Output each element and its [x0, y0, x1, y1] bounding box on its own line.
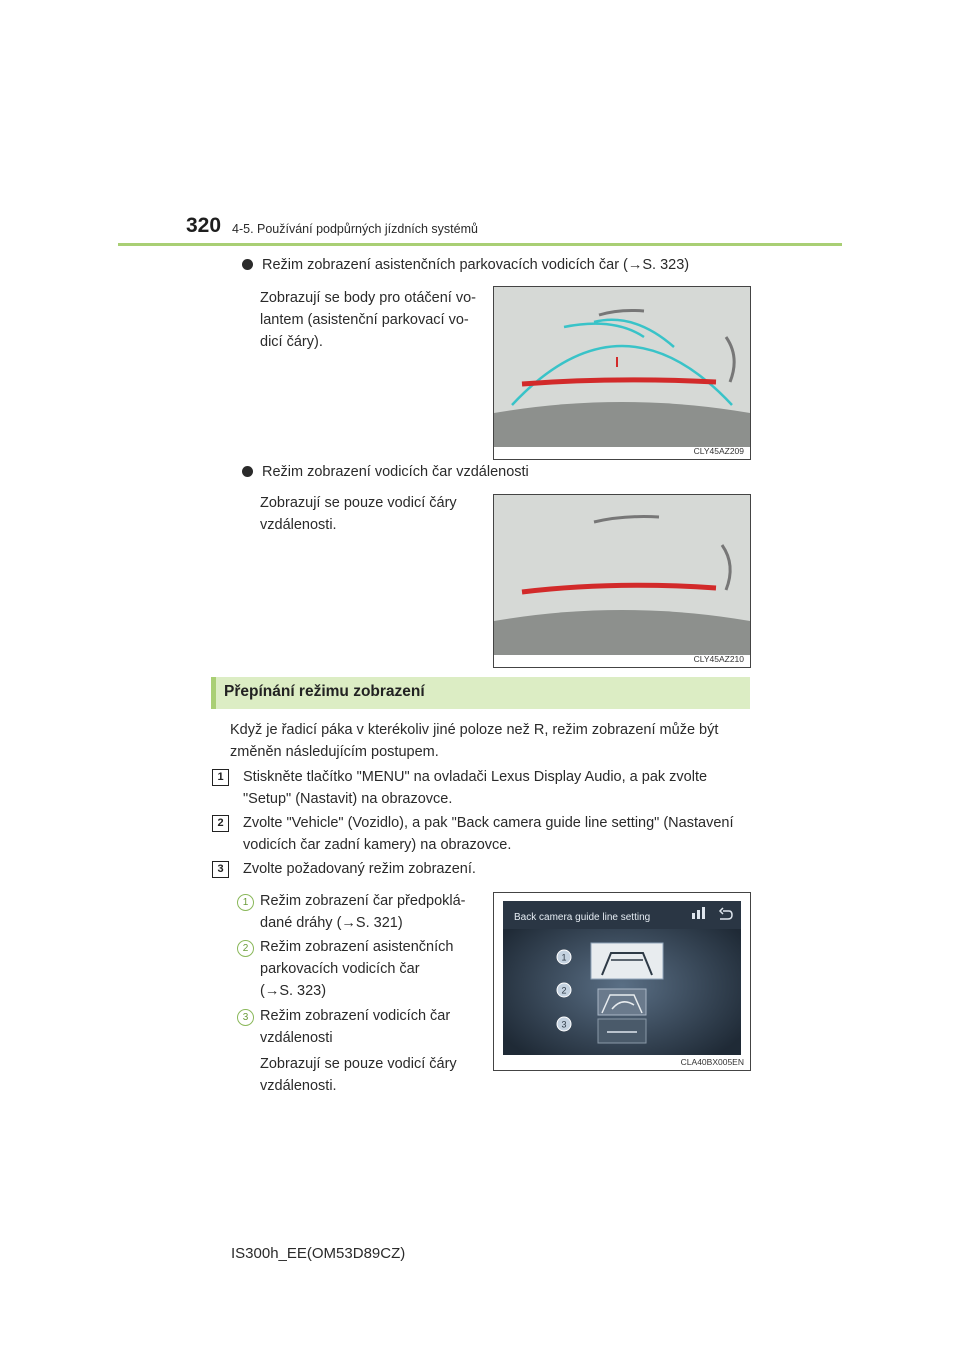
- setting-screen-figure: [493, 892, 751, 1071]
- text-line: (→S. 323): [260, 983, 327, 999]
- bullet-icon: [242, 259, 253, 270]
- option-3-text: [260, 1005, 480, 1049]
- text-line: vodicích čar zadní kamery) na obrazovce.: [243, 837, 512, 853]
- option-number-1: 1: [237, 894, 254, 911]
- page-number: 320: [186, 214, 222, 237]
- footer-model-code: IS300h_EE(OM53D89CZ): [231, 1245, 406, 1262]
- mode2-description: [260, 492, 478, 536]
- text-line: "Setup" (Nastavit) na obrazovce.: [243, 791, 453, 807]
- text-line: Stiskněte tlačítko "MENU" na ovladači Lexus Display Audio, a pak zvolte: [243, 769, 708, 785]
- parking-assist-guide-lines-image: [494, 287, 750, 459]
- text-line: lantem (asistenční parkovací vo-: [260, 312, 469, 328]
- guide-line-setting-screen-image: [494, 893, 750, 1070]
- step-number-3: 3: [212, 861, 229, 878]
- text-line: Režim zobrazení vodicích čar: [260, 1008, 451, 1024]
- signal-icon: [692, 913, 695, 919]
- header-rule: [118, 243, 842, 246]
- text-line: Režim zobrazení asistenčních: [260, 939, 454, 955]
- mode2-bullet-text: Režim zobrazení vodicích čar vzdálenosti: [262, 464, 529, 480]
- screen-label-1: 1: [561, 952, 567, 963]
- mode1-description: [260, 287, 478, 353]
- text-line: vzdálenosti.: [260, 517, 337, 533]
- text-line: parkovacích vodicích čar: [260, 961, 420, 977]
- text-line: Zobrazují se pouze vodicí čáry: [260, 495, 457, 511]
- text-line: dicí čáry).: [260, 334, 323, 350]
- text-line: dané dráhy (→S. 321): [260, 915, 403, 931]
- step-number-2: 2: [212, 815, 229, 832]
- text-line: Zvolte "Vehicle" (Vozidlo), a pak "Back camera guide line setting" (Nastavení: [243, 815, 734, 831]
- text-line: Zobrazují se body pro otáčení vo-: [260, 290, 477, 306]
- section-title: 4-5. Používání podpůrných jízdních systémů: [232, 222, 478, 236]
- screen-label-3: 3: [561, 1019, 567, 1030]
- mode1-bullet-text: Režim zobrazení asistenčních parkovacích vodicích čar (→S. 323): [262, 257, 690, 273]
- figure-code: CLY45AZ209: [693, 446, 744, 456]
- text-line: Režim zobrazení čar předpoklá-: [260, 893, 466, 909]
- option-number-2: 2: [237, 940, 254, 957]
- step-1-text: [243, 766, 744, 810]
- step-number-1: 1: [212, 769, 229, 786]
- mode2-figure: [493, 494, 751, 668]
- option-1-text: [260, 890, 480, 934]
- screen-title: Back camera guide line setting: [514, 912, 651, 923]
- mode1-figure: [493, 286, 751, 460]
- step-2-text: [243, 812, 744, 856]
- text-line: změněn následujícím postupem.: [230, 744, 439, 760]
- text-line: vzdálenosti: [260, 1030, 333, 1046]
- bullet-icon: [242, 466, 253, 477]
- figure-code: CLY45AZ210: [693, 654, 744, 664]
- mode1-bullet: [242, 257, 689, 273]
- text-line: Když je řadicí páka v kterékoliv jiné poloze než R, režim zobrazení může být: [230, 722, 719, 738]
- step-3-text: [243, 858, 744, 880]
- option-number-3: 3: [237, 1009, 254, 1026]
- distance-guide-lines-image: [494, 495, 750, 667]
- screen-label-2: 2: [561, 985, 567, 996]
- option-2-text: [260, 936, 480, 1002]
- section-header-title: Přepínání režimu zobrazení: [224, 683, 425, 700]
- option-3-note: [260, 1053, 480, 1097]
- intro-paragraph: [230, 719, 744, 763]
- mode2-bullet: [242, 464, 529, 480]
- text-line: Zvolte požadovaný režim zobrazení.: [243, 861, 476, 877]
- text-line: Zobrazují se pouze vodicí čáry: [260, 1056, 457, 1072]
- figure-code: CLA40BX005EN: [680, 1057, 744, 1067]
- text-line: vzdálenosti.: [260, 1078, 337, 1094]
